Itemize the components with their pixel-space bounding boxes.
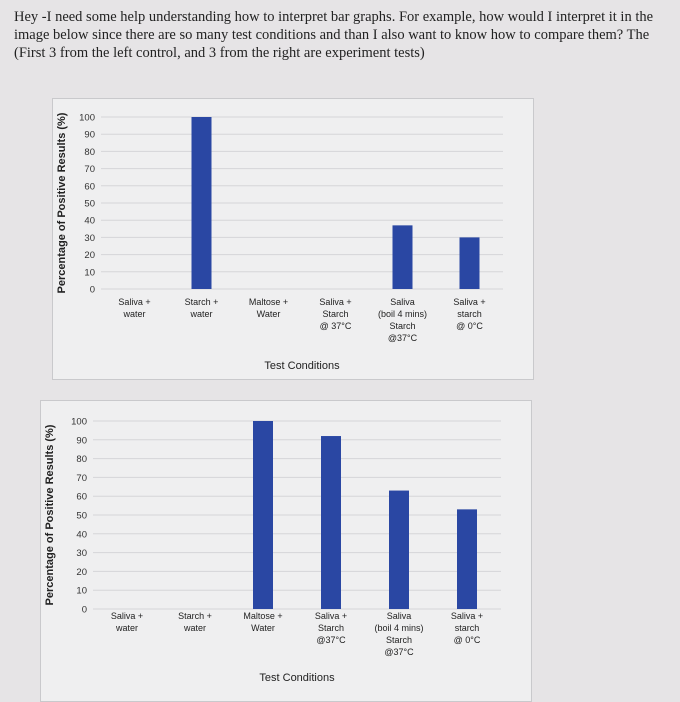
- x-category-line: Water: [256, 309, 281, 319]
- y-tick-label-10: 10: [76, 585, 87, 597]
- x-axis-title: Test Conditions: [259, 672, 335, 684]
- y-tick-label-100: 100: [79, 112, 95, 124]
- x-category-line: Starch +: [178, 611, 212, 621]
- bar-2: [192, 117, 212, 289]
- x-category-line: water: [183, 623, 207, 633]
- y-tick-label-60: 60: [76, 491, 87, 503]
- x-category-line: Saliva +: [118, 297, 151, 307]
- x-category-line: Saliva: [390, 297, 415, 307]
- bar-chart-1: [52, 98, 534, 380]
- x-category-line: starch: [454, 623, 480, 633]
- x-category-line: @37°C: [384, 647, 414, 657]
- x-category-line: @ 37°C: [319, 321, 352, 331]
- x-category-line: Starch: [317, 623, 345, 633]
- bar-5: [393, 225, 413, 289]
- y-tick-label-30: 30: [84, 232, 95, 244]
- y-tick-label-100: 100: [71, 416, 87, 428]
- y-axis-title: Percentage of Positive Results (%): [56, 112, 68, 294]
- x-category-line: (boil 4 mins): [377, 309, 428, 319]
- question-text: Hey -I need some help understanding how to interpret bar graphs. For example, how would I interpret it in the image below since there are so many test conditions and than I also want to know how to compare them? The (First 3 from the left control, and 3 from the right are experiment tests): [14, 9, 654, 61]
- bar-6: [460, 237, 480, 289]
- x-category-label-4: [319, 297, 352, 331]
- x-category-line: Saliva +: [453, 297, 486, 307]
- y-tick-label-40: 40: [84, 215, 95, 227]
- x-category-label-4: [315, 611, 347, 645]
- x-category-line: Saliva: [386, 611, 412, 621]
- x-category-label-3: [249, 297, 288, 319]
- bar-4: [321, 436, 341, 609]
- bar-3: [253, 421, 273, 609]
- y-tick-label-90: 90: [76, 435, 87, 447]
- y-tick-label-80: 80: [76, 454, 87, 466]
- y-tick-label-50: 50: [84, 198, 95, 210]
- x-category-line: (boil 4 mins): [374, 623, 424, 633]
- bar-chart-2: [40, 400, 532, 702]
- x-category-label-5: [378, 297, 427, 343]
- y-axis-title: Percentage of Positive Results (%): [44, 424, 56, 606]
- y-tick-label-60: 60: [84, 181, 95, 193]
- y-tick-label-90: 90: [84, 129, 95, 141]
- x-category-line: Water: [251, 623, 275, 633]
- x-category-line: water: [115, 623, 139, 633]
- x-category-label-3: [243, 611, 282, 633]
- x-category-line: Starch: [389, 321, 416, 331]
- x-category-label-5: [374, 611, 423, 657]
- x-category-label-2: [185, 297, 219, 319]
- x-category-line: Saliva +: [450, 611, 484, 621]
- y-tick-label-50: 50: [76, 510, 87, 522]
- x-category-line: starch: [457, 309, 482, 319]
- y-tick-label-70: 70: [84, 164, 95, 176]
- x-category-line: Maltose +: [243, 611, 283, 621]
- x-category-label-6: [453, 297, 485, 331]
- bar-chart-1-svg: [53, 99, 533, 379]
- bar-6: [457, 509, 477, 609]
- x-category-line: @ 0°C: [453, 635, 481, 645]
- x-category-line: Starch: [385, 635, 413, 645]
- x-category-line: water: [123, 309, 146, 319]
- x-category-label-6: [451, 611, 483, 645]
- x-category-label-1: [118, 297, 150, 319]
- x-category-line: Maltose +: [248, 297, 289, 307]
- x-category-line: water: [190, 309, 213, 319]
- x-category-line: Saliva +: [319, 297, 352, 307]
- x-category-label-1: [111, 611, 143, 633]
- x-category-label-2: [178, 611, 212, 633]
- bar-5: [389, 491, 409, 609]
- x-category-line: Starch +: [184, 297, 219, 307]
- x-category-line: @ 0°C: [456, 321, 483, 331]
- y-tick-label-20: 20: [84, 250, 95, 262]
- x-category-line: Saliva +: [110, 611, 144, 621]
- x-axis-title: Test Conditions: [264, 360, 340, 372]
- x-category-line: Starch: [322, 309, 349, 319]
- y-tick-label-20: 20: [76, 566, 87, 578]
- y-tick-label-0: 0: [89, 284, 95, 296]
- y-tick-label-10: 10: [84, 267, 95, 279]
- x-category-line: @37°C: [387, 333, 418, 343]
- y-tick-label-30: 30: [76, 548, 87, 560]
- y-tick-label-70: 70: [76, 472, 87, 484]
- y-tick-label-80: 80: [84, 146, 95, 158]
- x-category-line: Saliva +: [314, 611, 348, 621]
- bar-chart-2-svg: [41, 401, 531, 701]
- y-tick-label-40: 40: [76, 529, 87, 541]
- x-category-line: @37°C: [316, 635, 346, 645]
- y-tick-label-0: 0: [81, 604, 87, 616]
